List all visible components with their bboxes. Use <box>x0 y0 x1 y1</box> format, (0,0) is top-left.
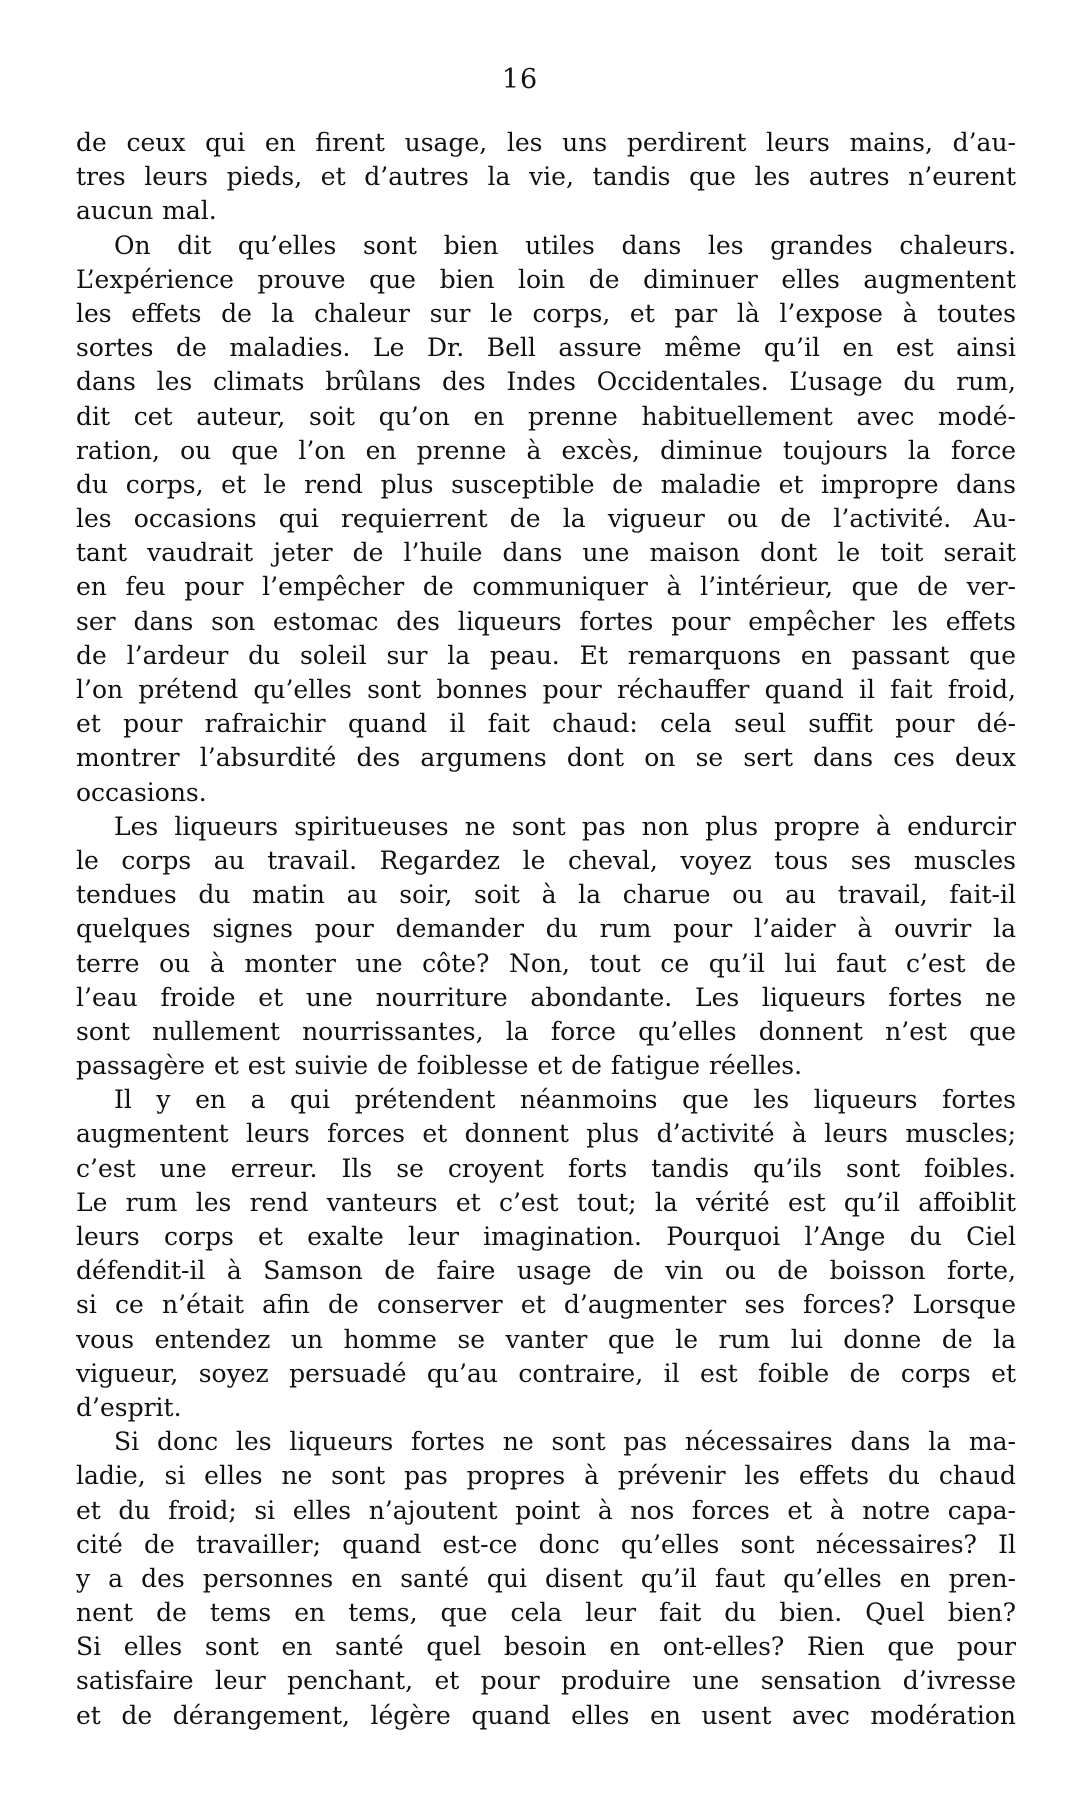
text-line: Si donc les liqueurs fortes ne sont pas nécessaires dans la ma- <box>114 1427 1016 1457</box>
text-line: tres leurs pieds, et d’autres la vie, tandis que les autres n’eurent <box>76 162 1016 192</box>
page-number: 16 <box>501 64 539 95</box>
text-line: quelques signes pour demander du rum pour l’aider à ouvrir la <box>76 914 1016 944</box>
text-line: occasions. <box>76 777 207 807</box>
text-line: aucun mal. <box>76 196 217 226</box>
text-line: vigueur, soyez persuadé qu’au contraire, il est foible de corps et <box>76 1358 1016 1388</box>
text-line: dans les climats brûlans des Indes Occidentales. L’usage du rum, <box>76 367 1016 397</box>
text-line: dit cet auteur, soit qu’on en prenne habituellement avec modé- <box>76 401 1016 431</box>
text-line: L’expérience prouve que bien loin de diminuer elles augmentent <box>76 264 1016 294</box>
text-line: en feu pour l’empêcher de communiquer à l’intérieur, que de ver- <box>76 572 1016 602</box>
text-line: les occasions qui requierrent de la vigueur ou de l’activité. Au- <box>76 504 1016 534</box>
text-line: c’est une erreur. Ils se croyent forts tandis qu’ils sont foibles. <box>76 1153 1016 1183</box>
body-text <box>76 126 1016 1733</box>
text-line: les effets de la chaleur sur le corps, et par là l’expose à toutes <box>76 298 1016 328</box>
text-line: Les liqueurs spiritueuses ne sont pas non plus propre à endurcir <box>114 811 1016 841</box>
text-line: et pour rafraichir quand il fait chaud: cela seul suffit pour dé- <box>76 709 1016 739</box>
text-line: et du froid; si elles n’ajoutent point à nos forces et à notre capa- <box>76 1495 1016 1525</box>
text-line: y a des personnes en santé qui disent qu’il faut qu’elles en pren- <box>76 1563 1016 1593</box>
text-line: montrer l’absurdité des argumens dont on se sert dans ces deux <box>76 743 1016 773</box>
text-line: sont nullement nourrissantes, la force qu’elles donnent n’est que <box>76 1016 1016 1046</box>
text-line: défendit-il à Samson de faire usage de vin ou de boisson forte, <box>76 1256 1016 1286</box>
text-line: sortes de maladies. Le Dr. Bell assure même qu’il en est ainsi <box>76 333 1016 363</box>
text-line: et de dérangement, légère quand elles en usent avec modération <box>76 1700 1016 1730</box>
text-line: satisfaire leur penchant, et pour produire une sensation d’ivresse <box>76 1666 1016 1696</box>
text-line: Si elles sont en santé quel besoin en ont-elles? Rien que pour <box>76 1632 1016 1662</box>
text-line: leurs corps et exalte leur imagination. Pourquoi l’Ange du Ciel <box>76 1222 1016 1251</box>
text-line: si ce n’était afin de conserver et d’augmenter ses forces? Lorsque <box>76 1290 1016 1320</box>
text-line: l’on prétend qu’elles sont bonnes pour réchauffer quand il fait froid, <box>76 675 1016 704</box>
text-line: passagère et est suivie de foiblesse et de fatigue réelles. <box>76 1051 803 1081</box>
text-line: de l’ardeur du soleil sur la peau. Et remarquons en passant que <box>76 640 1016 670</box>
text-line: tant vaudrait jeter de l’huile dans une maison dont le toit serait <box>76 538 1016 568</box>
text-line: l’eau froide et une nourriture abondante. Les liqueurs fortes ne <box>76 982 1016 1012</box>
text-line: Il y en a qui prétendent néanmoins que les liqueurs fortes <box>114 1085 1016 1115</box>
text-line: ladie, si elles ne sont pas propres à prévenir les effets du chaud <box>76 1461 1016 1491</box>
text-line: tendues du matin au soir, soit à la charue ou au travail, fait-il <box>76 880 1016 910</box>
text-line: le corps au travail. Regardez le cheval, voyez tous ses muscles <box>76 845 1016 875</box>
text-line: ser dans son estomac des liqueurs fortes pour empêcher les effets <box>76 606 1016 636</box>
text-line: cité de travailler; quand est-ce donc qu’elles sont nécessaires? Il <box>76 1529 1016 1559</box>
text-line: nent de tems en tems, que cela leur fait du bien. Quel bien? <box>76 1598 1016 1628</box>
text-line: augmentent leurs forces et donnent plus d’activité à leurs muscles; <box>76 1119 1016 1149</box>
text-line: vous entendez un homme se vanter que le rum lui donne de la <box>76 1324 1016 1354</box>
text-line: Le rum les rend vanteurs et c’est tout; la vérité est qu’il affoiblit <box>76 1187 1016 1217</box>
text-line: d’esprit. <box>76 1392 182 1422</box>
text-line: terre ou à monter une côte? Non, tout ce qu’il lui faut c’est de <box>76 948 1016 978</box>
text-line: du corps, et le rend plus susceptible de maladie et impropre dans <box>76 469 1016 499</box>
text-line: ration, ou que l’on en prenne à excès, diminue toujours la force <box>76 435 1016 465</box>
text-line: de ceux qui en firent usage, les uns perdirent leurs mains, d’au- <box>76 128 1016 157</box>
text-line: On dit qu’elles sont bien utiles dans les grandes chaleurs. <box>114 230 1016 260</box>
